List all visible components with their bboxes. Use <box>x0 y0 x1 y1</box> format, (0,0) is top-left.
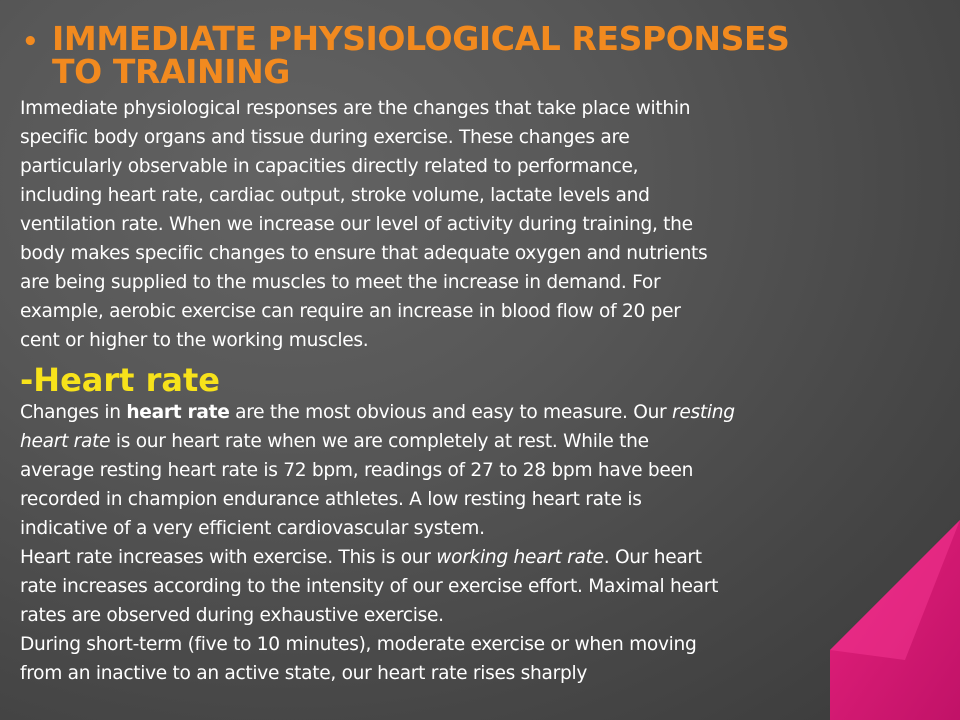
hr-line <box>20 427 935 456</box>
hr-text: Changes in <box>20 402 127 423</box>
hr-text: Heart rate increases with exercise. This is our <box>20 547 437 568</box>
slide-content <box>20 19 935 688</box>
hr-line: from an inactive to an active state, our heart rate rises sharply <box>20 663 588 684</box>
hr-line: indicative of a very efficient cardiovascular system. <box>20 518 485 539</box>
hr-italic-term: heart rate <box>20 431 111 452</box>
slide-title <box>52 19 935 91</box>
hr-line: rate increases according to the intensity of our exercise effort. Maximal heart <box>20 576 719 597</box>
title-line-1: IMMEDIATE PHYSIOLOGICAL RESPONSES <box>52 19 790 58</box>
intro-paragraph <box>20 94 935 355</box>
heart-rate-paragraph <box>20 398 935 688</box>
hr-bold-term: heart rate <box>126 402 230 423</box>
intro-line: particularly observable in capacities directly related to performance, <box>20 156 639 177</box>
hr-italic-term: working heart rate <box>436 547 604 568</box>
intro-line: example, aerobic exercise can require an increase in blood flow of 20 per <box>20 301 681 322</box>
intro-line: cent or higher to the working muscles. <box>20 330 369 351</box>
intro-line: specific body organs and tissue during exercise. These changes are <box>20 127 630 148</box>
hr-line: recorded in champion endurance athletes. A low resting heart rate is <box>20 489 642 510</box>
title-line-2: TO TRAINING <box>52 52 290 91</box>
intro-line: Immediate physiological responses are the changes that take place within <box>20 98 691 119</box>
hr-line: average resting heart rate is 72 bpm, readings of 27 to 28 bpm have been <box>20 460 694 481</box>
hr-line: rates are observed during exhaustive exercise. <box>20 605 444 626</box>
intro-line: body makes specific changes to ensure that adequate oxygen and nutrients <box>20 243 708 264</box>
hr-text: are the most obvious and easy to measure. Our <box>229 402 673 423</box>
hr-line: During short-term (five to 10 minutes), moderate exercise or when moving <box>20 634 697 655</box>
hr-line <box>20 543 935 572</box>
title-bullet: • <box>22 27 39 57</box>
heart-rate-heading: -Heart rate <box>20 361 220 399</box>
hr-text: . Our heart <box>603 547 702 568</box>
hr-text: is our heart rate when we are completely at rest. While the <box>110 431 649 452</box>
intro-line: are being supplied to the muscles to meet the increase in demand. For <box>20 272 661 293</box>
title-block <box>20 19 935 91</box>
intro-line: including heart rate, cardiac output, stroke volume, lactate levels and <box>20 185 650 206</box>
hr-italic-term: resting <box>672 402 735 423</box>
intro-line: ventilation rate. When we increase our level of activity during training, the <box>20 214 693 235</box>
hr-line <box>20 398 935 427</box>
